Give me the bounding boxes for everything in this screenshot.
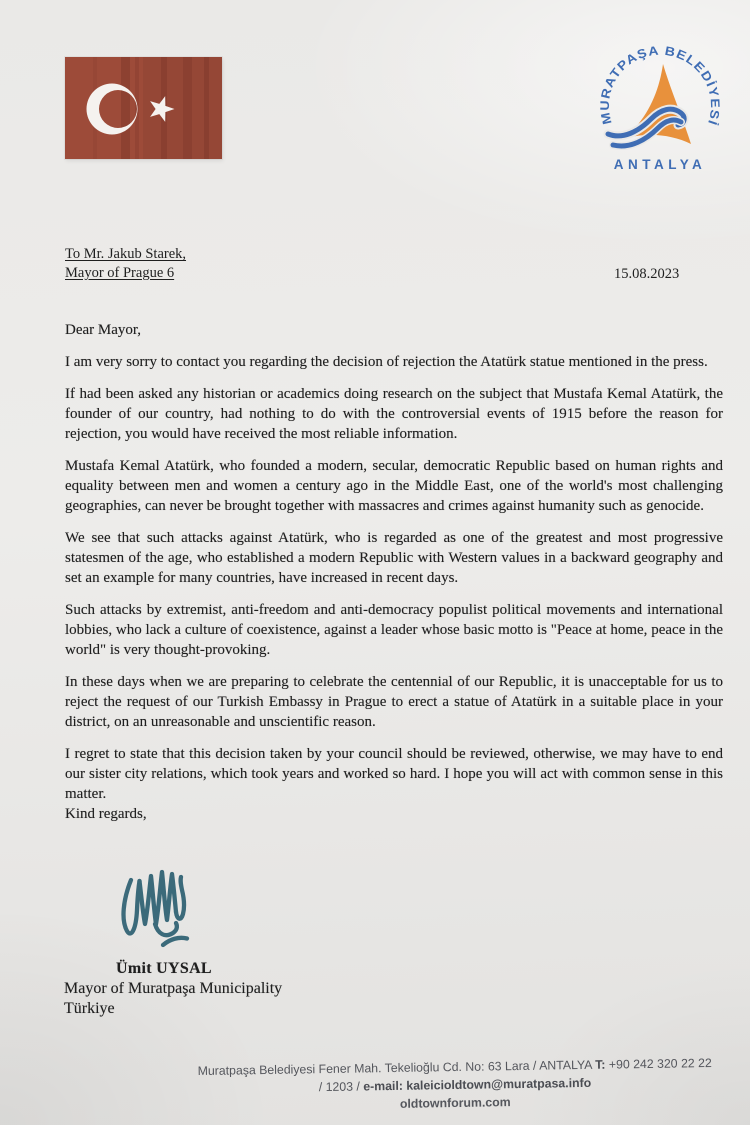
turkish-flag <box>65 57 222 159</box>
logo-arc-text: MURATPAŞA BELEDİYESİ <box>597 44 723 128</box>
closing: Kind regards, <box>65 806 147 822</box>
paragraph: If had been asked any historian or academics doing research on the subject that Mustafa Kemal Atatürk, the founder of our country, had nothing to do with the controversial events of 1915 before the reason for rejection, you would have received the most reliable information. <box>65 386 723 442</box>
letter-body <box>65 320 723 824</box>
signer-name: Ümit UYSAL <box>116 960 212 977</box>
footer-phone: +90 242 320 22 22 <box>608 1055 712 1072</box>
paragraph: I regret to state that this decision taken by your council should be reviewed, otherwise, we may have to end our sister city relations, which took years and worked so hard. I hope you will act with common sense in this matter. <box>65 746 723 802</box>
paragraph: Mustafa Kemal Atatürk, who founded a modern, secular, democratic Republic based on human rights and equality between men and women a century ago in the Middle East, one of the world's most challenging geographies, can never be brought together with massacres and crimes against humanity such as genocide. <box>65 458 723 514</box>
salutation: Dear Mayor, <box>65 322 142 338</box>
footer-email-label: e-mail: <box>363 1078 404 1094</box>
signer-block <box>64 959 282 1019</box>
signer-country: Türkiye <box>64 1000 115 1017</box>
footer-extension: / 1203 / <box>318 1079 360 1095</box>
footer-website: oldtownforum.com <box>399 1095 511 1111</box>
footer-phone-label: T: <box>595 1057 606 1072</box>
logo-city-label: ANTALYA <box>613 157 707 172</box>
paragraph: Such attacks by extremist, anti-freedom and anti-democracy populist political movements and international lobbies, who lack a culture of coexistence, against a leader whose basic motto is "Peace at home, peace in the world" is very thought-provoking. <box>65 602 723 658</box>
paragraph: In these days when we are preparing to celebrate the centennial of our Republic, it is unacceptable for us to reject the request of our Turkish Embassy in Prague to erect a statue of Atatürk in a suitable place in your district, on an unreasonable and unscientific reason. <box>65 674 723 730</box>
recipient-block <box>65 245 186 283</box>
flag-streak <box>183 57 192 159</box>
municipality-logo <box>593 44 727 176</box>
signer-title: Mayor of Muratpaşa Municipality <box>64 980 283 997</box>
recipient-title: Mayor of Prague 6 <box>65 265 175 281</box>
letter-footer <box>130 1053 750 1117</box>
flag-shade <box>143 57 222 159</box>
paragraph: We see that such attacks against Atatürk, who is regarded as one of the greatest and most progressive statesmen of the age, who established a modern Republic with Western values in a backward geography and set an example for many countries, have increased in recent days. <box>65 530 723 586</box>
footer-address: Muratpaşa Belediyesi Fener Mah. Tekelioğlu Cd. No: 63 Lara / ANTALYA <box>197 1057 592 1079</box>
letter-date: 15.08.2023 <box>614 266 680 282</box>
flag-streak <box>204 57 209 159</box>
footer-email: kaleicioldtown@muratpasa.info <box>406 1075 592 1093</box>
flag-streak <box>121 57 130 159</box>
recipient-name: To Mr. Jakub Starek, <box>65 246 187 262</box>
paragraph: I am very sorry to contact you regarding the decision of rejection the Atatürk statue mentioned in the press. <box>65 354 708 370</box>
signature-scribble <box>118 858 202 954</box>
